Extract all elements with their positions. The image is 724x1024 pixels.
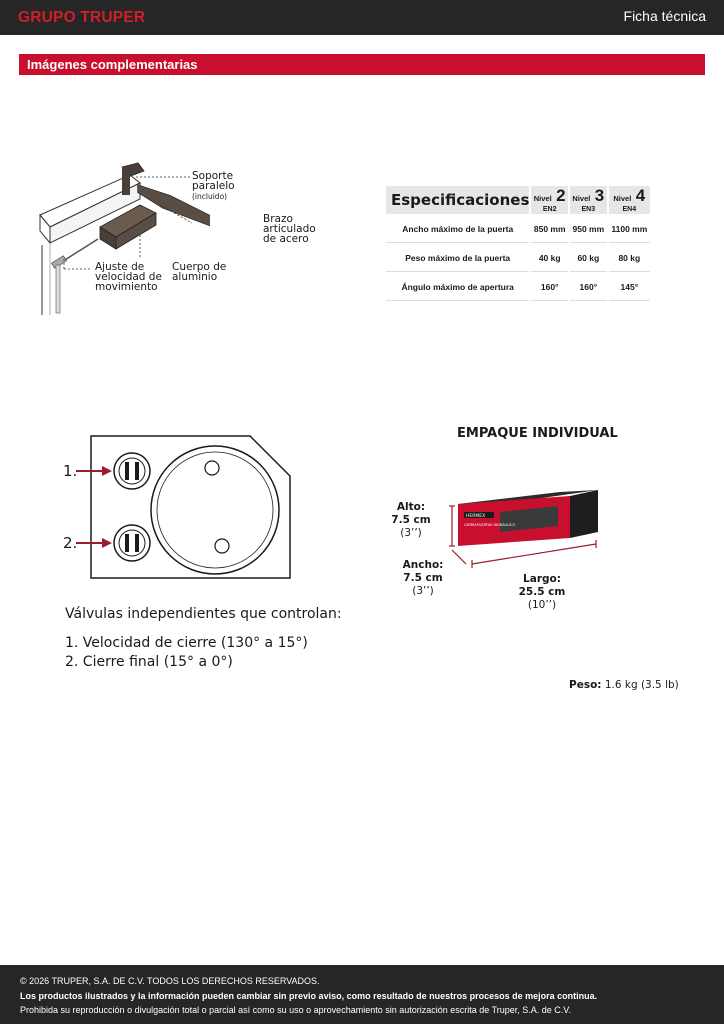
valve-item: 1. Velocidad de cierre (130° a 15°) bbox=[65, 635, 308, 651]
section-title: Imágenes complementarias bbox=[27, 57, 198, 72]
footer bbox=[0, 965, 724, 1024]
table-cell: 160° bbox=[570, 274, 607, 301]
table-cell: 850 mm bbox=[531, 216, 568, 243]
dimension-alto: Alto: 7.5 cm (3’’) bbox=[391, 501, 431, 539]
valve-marker-1: 1. bbox=[63, 462, 78, 480]
level-header: Nivel 4 EN4 bbox=[609, 186, 650, 214]
box-brand: HERMEX bbox=[466, 514, 486, 519]
label-cuerpo: Cuerpo de aluminio bbox=[172, 261, 227, 283]
section-band bbox=[19, 54, 705, 75]
table-cell: 145° bbox=[609, 274, 650, 301]
table-row bbox=[386, 216, 650, 243]
table-row bbox=[386, 245, 650, 272]
row-label: Ancho máximo de la puerta bbox=[386, 216, 529, 243]
footer-notice: Los productos ilustrados y la información pueden cambiar sin previo aviso, como resultado de nuestros procesos de mejora continua. bbox=[20, 991, 598, 1001]
packaging-title: EMPAQUE INDIVIDUAL bbox=[457, 426, 618, 441]
label-ajuste: Ajuste de velocidad de movimiento bbox=[95, 261, 162, 293]
door-closer-illustration bbox=[30, 155, 210, 320]
level-header: Nivel 2 EN2 bbox=[531, 186, 568, 214]
footer-copyright: © 2026 TRUPER, S.A. DE C.V. TODOS LOS DERECHOS RESERVADOS. bbox=[20, 976, 320, 986]
brand-logo: GRUPO TRUPER bbox=[18, 9, 146, 26]
label-soporte: Soporte paralelo (incluido) bbox=[192, 170, 235, 201]
document-type: Ficha técnica bbox=[623, 8, 706, 24]
row-label: Ángulo máximo de apertura bbox=[386, 274, 529, 301]
dimension-ancho: Ancho: 7.5 cm (3’’) bbox=[402, 559, 444, 597]
dimension-largo: Largo: 25.5 cm (10’’) bbox=[518, 573, 566, 611]
level-header: Nivel 3 EN3 bbox=[570, 186, 607, 214]
specifications-table bbox=[384, 184, 652, 303]
footer-prohibition: Prohibida su reproducción o divulgación total o parcial así como su uso o aprovechamiento sin autorización escrita de Truper, S.A. de C.V. bbox=[20, 1005, 571, 1015]
packaging-box-illustration bbox=[440, 482, 610, 572]
table-cell: 160° bbox=[531, 274, 568, 301]
valves-heading: Válvulas independientes que controlan: bbox=[65, 606, 342, 622]
box-text: CIERRAPUERTAS HIDRÁULICO bbox=[464, 523, 516, 527]
table-cell: 40 kg bbox=[531, 245, 568, 272]
table-row bbox=[386, 274, 650, 301]
table-cell: 60 kg bbox=[570, 245, 607, 272]
package-weight: Peso: 1.6 kg (3.5 lb) bbox=[569, 679, 679, 691]
valve-marker-2: 2. bbox=[63, 534, 78, 552]
table-cell: 1100 mm bbox=[609, 216, 650, 243]
table-cell: 80 kg bbox=[609, 245, 650, 272]
header-bar bbox=[0, 0, 724, 35]
table-cell: 950 mm bbox=[570, 216, 607, 243]
valve-item: 2. Cierre final (15° a 0°) bbox=[65, 654, 233, 670]
specifications-title: Especificaciones bbox=[386, 186, 529, 214]
label-brazo: Brazo articulado de acero bbox=[263, 213, 316, 245]
valve-diagram bbox=[60, 430, 300, 585]
row-label: Peso máximo de la puerta bbox=[386, 245, 529, 272]
